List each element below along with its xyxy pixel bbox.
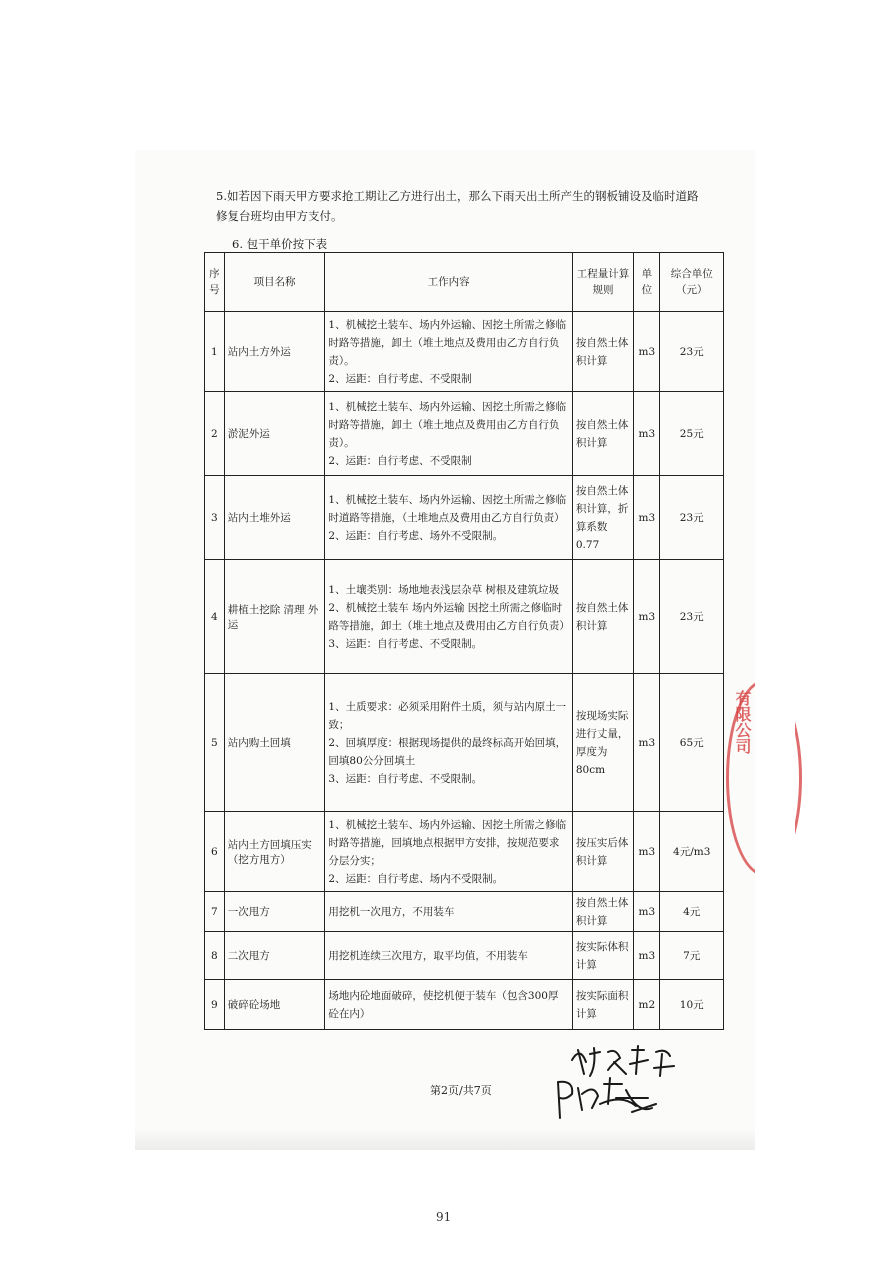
cell-work: [325, 392, 572, 476]
table-row: [205, 892, 724, 932]
cell-seq: 3: [205, 476, 225, 560]
cell-rule: 按自然土体积计算: [572, 560, 633, 674]
cell-price: 23元: [660, 476, 724, 560]
cell-work: [325, 932, 572, 980]
cell-price: 25元: [660, 392, 724, 476]
cell-unit: m3: [634, 674, 660, 812]
cell-price: 23元: [660, 560, 724, 674]
header-name: 项目名称: [224, 253, 325, 312]
cell-name: 站内土方外运: [224, 312, 325, 392]
table-row: [205, 476, 724, 560]
cell-rule: 按实际体积计算: [572, 932, 633, 980]
work-line: 1、机械挖土装车、场内外运输、因挖土所需之修临时道路等措施，（土堆地点及费用由乙方自行负责）: [328, 493, 567, 524]
cell-price: 7元: [660, 932, 724, 980]
cell-work: [325, 892, 572, 932]
cell-unit: m3: [634, 476, 660, 560]
cell-work: [325, 312, 572, 392]
footer-page-number: 91: [436, 1210, 452, 1224]
work-line: 1、机械挖土装车、场内外运输、因挖土所需之修临时路等措施，回填地点根据甲方安排，按规范要求分层分实；: [328, 818, 567, 867]
clause-5-line-1: 5.如若因下雨天甲方要求抢工期让乙方进行出土，那么下雨天出土所产生的钢板铺设及临时道路: [216, 189, 699, 203]
scan-shadow: [135, 1128, 755, 1150]
cell-seq: 1: [205, 312, 225, 392]
cell-seq: 7: [205, 892, 225, 932]
cell-unit: m3: [634, 392, 660, 476]
seal-mask: [755, 660, 795, 890]
table-row: [205, 812, 724, 892]
work-line: 1、土质要求：必须采用附件土质，须与站内原土一致；: [328, 700, 567, 731]
work-line: 2、回填厚度：根据现场提供的最终标高开始回填，回填80公分回填土: [328, 736, 567, 767]
table-row: [205, 980, 724, 1030]
work-line: 3、运距：自行考虑、不受限制。: [328, 772, 483, 785]
work-line: 1、机械挖土装车、场内外运输、因挖土所需之修临时路等措施，卸土（堆土地点及费用由乙方自行负责）。: [328, 400, 567, 449]
table-row: [205, 392, 724, 476]
cell-rule: 按自然土体积计算: [572, 892, 633, 932]
clause-6: 6. 包干单价按下表: [232, 237, 328, 251]
seal-text: 有限公司: [733, 690, 752, 754]
work-line: 场地内砼地面破碎，使挖机便于装车（包含300厚砼在内）: [328, 989, 559, 1020]
cell-unit: m2: [634, 980, 660, 1030]
cell-name: 耕植土挖除 清理 外运: [224, 560, 325, 674]
header-seq: 序号: [205, 253, 225, 312]
cell-unit: m3: [634, 892, 660, 932]
cell-name: 站内土堆外运: [224, 476, 325, 560]
table-row: [205, 560, 724, 674]
work-line: 1、机械挖土装车、场内外运输、因挖土所需之修临时路等措施，卸土（堆土地点及费用由乙方自行负责）。: [328, 318, 567, 367]
cell-work: [325, 560, 572, 674]
table-row: [205, 312, 724, 392]
cell-rule: 按自然土体积计算，折算系数0.77: [572, 476, 633, 560]
work-line: 用挖机一次甩方，不用装车: [328, 905, 455, 918]
page-number: 第2页/共7页: [430, 1084, 492, 1097]
cell-unit: m3: [634, 932, 660, 980]
cell-seq: 9: [205, 980, 225, 1030]
cell-name: 二次甩方: [224, 932, 325, 980]
work-line: 2、运距：自行考虑、场外不受限制。: [328, 529, 504, 542]
cell-seq: 6: [205, 812, 225, 892]
cell-price: 65元: [660, 674, 724, 812]
cell-rule: 按自然土体积计算: [572, 312, 633, 392]
table-row: [205, 674, 724, 812]
work-line: 3、运距：自行考虑、不受限制。: [328, 637, 483, 650]
work-line: 1、土壤类别：场地地表浅层杂草 树根及建筑垃圾: [328, 583, 559, 596]
table-header-row: [205, 253, 724, 312]
cell-work: [325, 812, 572, 892]
cell-price: 23元: [660, 312, 724, 392]
cell-seq: 5: [205, 674, 225, 812]
work-line: 用挖机连续三次甩方，取平均值，不用装车: [328, 949, 528, 962]
cell-unit: m3: [634, 560, 660, 674]
header-rule: 工程量计算规则: [572, 253, 633, 312]
cell-seq: 2: [205, 392, 225, 476]
cell-unit: m3: [634, 812, 660, 892]
table-row: [205, 932, 724, 980]
cell-name: 淤泥外运: [224, 392, 325, 476]
cell-name: 站内购土回填: [224, 674, 325, 812]
header-price: 综合单位（元）: [660, 253, 724, 312]
clause-5-line-2: 修复台班均由甲方支付。: [216, 209, 343, 223]
header-unit: 单位: [634, 253, 660, 312]
cell-unit: m3: [634, 312, 660, 392]
cell-work: [325, 980, 572, 1030]
cell-price: 4元: [660, 892, 724, 932]
cell-name: 破碎砼场地: [224, 980, 325, 1030]
work-line: 2、运距：自行考虑、不受限制: [328, 454, 472, 467]
cell-rule: 按现场实际进行丈量，厚度为80cm: [572, 674, 633, 812]
cell-seq: 8: [205, 932, 225, 980]
work-line: 2、运距：自行考虑、不受限制: [328, 372, 472, 385]
cell-price: 10元: [660, 980, 724, 1030]
cell-price: 4元/m3: [660, 812, 724, 892]
cell-work: [325, 674, 572, 812]
header-work: 工作内容: [325, 253, 572, 312]
cell-work: [325, 476, 572, 560]
signature-2: [552, 1074, 662, 1120]
work-line: 2、运距：自行考虑、场内不受限制。: [328, 872, 504, 885]
work-line: 2、机械挖土装车 场内外运输 因挖土所需之修临时路等措施，卸土（堆土地点及费用由乙方自行负责）: [328, 601, 570, 632]
cell-seq: 4: [205, 560, 225, 674]
cell-rule: 按自然土体积计算: [572, 392, 633, 476]
price-table: [204, 252, 724, 1030]
cell-rule: 按实际面积计算: [572, 980, 633, 1030]
cell-name: 站内土方回填压实（挖方甩方）: [224, 812, 325, 892]
cell-name: 一次甩方: [224, 892, 325, 932]
cell-rule: 按压实后体积计算: [572, 812, 633, 892]
